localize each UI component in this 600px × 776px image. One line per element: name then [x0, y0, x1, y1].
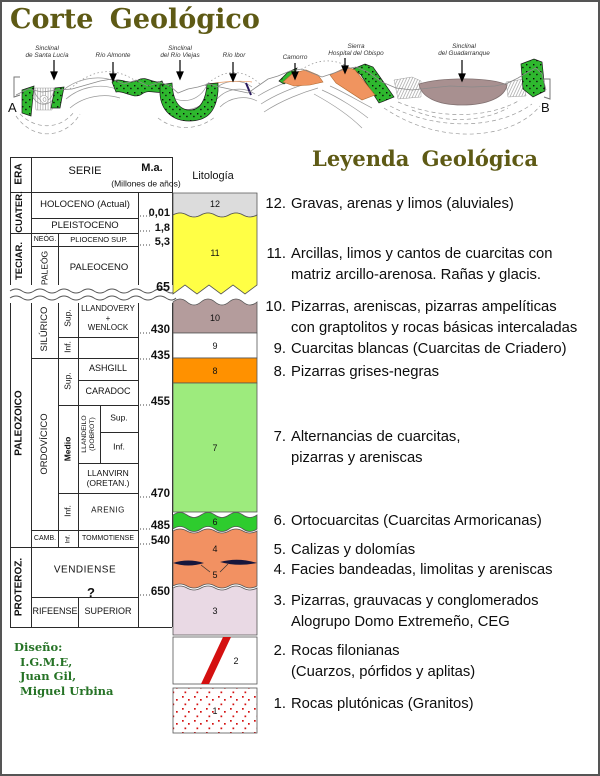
serie-caradoc: CARADOC [85, 386, 131, 397]
legend-item-6: 6. Ortocuarcitas (Cuarcitas Armoricanas) [273, 513, 542, 529]
header-serie: SERIE [68, 165, 102, 178]
serie-paleoceno: PALEOCENO [69, 261, 129, 273]
label-rio-ibor: Río Ibor [222, 52, 246, 59]
serie-llandovery-wenlock: LLANDOVERY + WENLOCK [81, 303, 135, 332]
label-sinclinal-guadarranque-2: del Guadarranque [438, 50, 490, 57]
label-camorro: Camorro [282, 54, 308, 61]
periodo-neogeno: NEÓG. [33, 236, 57, 244]
serie-holoceno: HOLOCENO (Actual) [40, 198, 130, 210]
litho-num-10: 10 [209, 313, 221, 323]
periodo-silurico: SILÚRICO [38, 306, 50, 352]
legend-item-1: 1. Rocas plutónicas (Granitos) [273, 696, 474, 712]
era-terciario: TECIAR. [13, 242, 25, 280]
serie-rifeense: RIFEENSE [32, 606, 78, 617]
serie-tommotiense: TOMMOTIENSE [82, 535, 134, 543]
era-paleozoico: PALEOZOICO [13, 390, 25, 456]
age-53: 5,3 [154, 236, 170, 248]
header-ma-sub: (Millones de años) [111, 178, 181, 189]
label-sinclinal-rio-viejas: Sinclinal [168, 45, 192, 52]
periodo-paleogeno: PALEÓG [39, 250, 50, 286]
age-18: 1,8 [154, 222, 170, 234]
silurico-inf: Inf. [62, 341, 73, 353]
age-65: 65 [156, 280, 170, 294]
header-era: ERA [13, 163, 25, 185]
question-mark: ? [87, 584, 95, 600]
legend-item-3: 3. Pizarras, grauvacas y conglomerados Alogrupo Domo Extremeño, CEG [273, 593, 539, 630]
serie-llanvirn: LLANVIRN (ORETAN.) [86, 468, 130, 488]
periodo-ordovicico: ORDOVÍCICO [38, 413, 50, 475]
header-litologia: Litología [192, 170, 234, 183]
credits-line: Diseño: [14, 640, 63, 654]
credits-line: Miguel Urbina [20, 683, 114, 698]
era-proterozoico: PROTEROZ. [13, 557, 25, 617]
litho-num-6: 6 [212, 517, 218, 527]
legend-item-7: 7. Alternancias de cuarcitas, pizarras y areniscas [273, 429, 461, 466]
age-485: 485 [150, 520, 170, 532]
litho-num-7: 7 [212, 443, 218, 453]
serie-llandeilo: LLANDEILO (DOBROT) [81, 415, 96, 453]
label-sinclinal-guadarranque: Sinclinal [452, 43, 476, 50]
serie-vendiense: VENDIENSE [53, 564, 117, 576]
llandeilo-sup: Sup. [110, 412, 128, 423]
legend-item-11: 11. Arcillas, limos y cantos de cuarcitas con matriz arcillo-arenosa. Rañas y glacis. [266, 246, 553, 283]
age-540: 540 [150, 535, 170, 547]
litho-num-8: 8 [212, 366, 218, 376]
ordovicico-inf: Inf. [62, 505, 73, 517]
serie-superior: SUPERIOR [84, 606, 132, 617]
litho-num-1: 1 [212, 706, 218, 716]
litho-num-4: 4 [212, 544, 218, 554]
legend-item-8: 8. Pizarras grises-negras [273, 364, 440, 380]
age-435: 435 [150, 350, 170, 362]
serie-ashgill: ASHGILL [88, 363, 128, 374]
legend-title: Leyenda Geológica [312, 146, 538, 171]
legend-item-12: 12. Gravas, arenas y limos (aluviales) [265, 196, 514, 212]
label-sierra-hospital: Sierra [347, 43, 365, 50]
age-001: 0,01 [148, 207, 170, 219]
lithology-column [168, 190, 264, 740]
page-title: Corte Geológico [10, 4, 260, 35]
endpoint-a: A [8, 100, 17, 115]
header-ma: M.a. [141, 162, 163, 175]
litho-num-5: 5 [212, 570, 218, 580]
label-sinclinal-santa-lucia-2: de Santa Lucía [25, 52, 69, 59]
litho-num-11: 11 [210, 248, 220, 258]
endpoint-b: B [541, 100, 550, 115]
age-470: 470 [150, 488, 170, 500]
serie-plioceno-sup: PLIOCENO SUP. [70, 234, 128, 244]
llandeilo-inf: Inf. [113, 441, 125, 452]
legend-item-10: 10. Pizarras, areniscas, pizarras ampelíticas con graptolitos y rocas básicas intercaladas [265, 299, 578, 336]
serie-pleistoceno: PLEISTOCENO [51, 219, 119, 231]
credits-line: Juan Gil, [20, 669, 77, 683]
legend-item-2: 2. Rocas filonianas (Cuarzos, pórfidos y aplitas) [273, 643, 476, 680]
periodo-cambrico: CAMB. [33, 535, 57, 543]
label-sierra-hospital-2: Hospital del Obispo [328, 50, 384, 57]
label-rio-almonte: Río Almonte [95, 52, 131, 59]
litho-num-3: 3 [212, 606, 218, 616]
legend-item-9: 9. Cuarcitas blancas (Cuarcitas de Criadero) [273, 341, 567, 357]
age-455: 455 [150, 396, 170, 408]
credits-block [14, 640, 114, 698]
ordovicico-sup: Sup. [62, 372, 73, 390]
ordovicico-medio: Medio [62, 436, 73, 462]
legend-item-5: 5. Calizas y dolomías [273, 542, 416, 558]
litho-num-2: 2 [233, 656, 239, 666]
label-sinclinal-santa-lucia: Sinclinal [35, 45, 59, 52]
cambrico-inf: Inf. [64, 534, 72, 544]
serie-arenig: ARENIG [91, 505, 125, 515]
age-430: 430 [150, 324, 170, 336]
litho-num-12: 12 [209, 199, 221, 209]
legend-item-4: 4. Facies bandeadas, limolitas y areniscas [273, 562, 553, 578]
age-650: 650 [150, 586, 170, 598]
silurico-sup: Sup. [62, 309, 73, 327]
label-sinclinal-rio-viejas-2: del Río Viejas [160, 52, 200, 59]
credits-line: I.G.M.E, [20, 654, 73, 669]
litho-num-9: 9 [212, 341, 218, 351]
era-cuaternario: CUATER. [13, 191, 25, 233]
